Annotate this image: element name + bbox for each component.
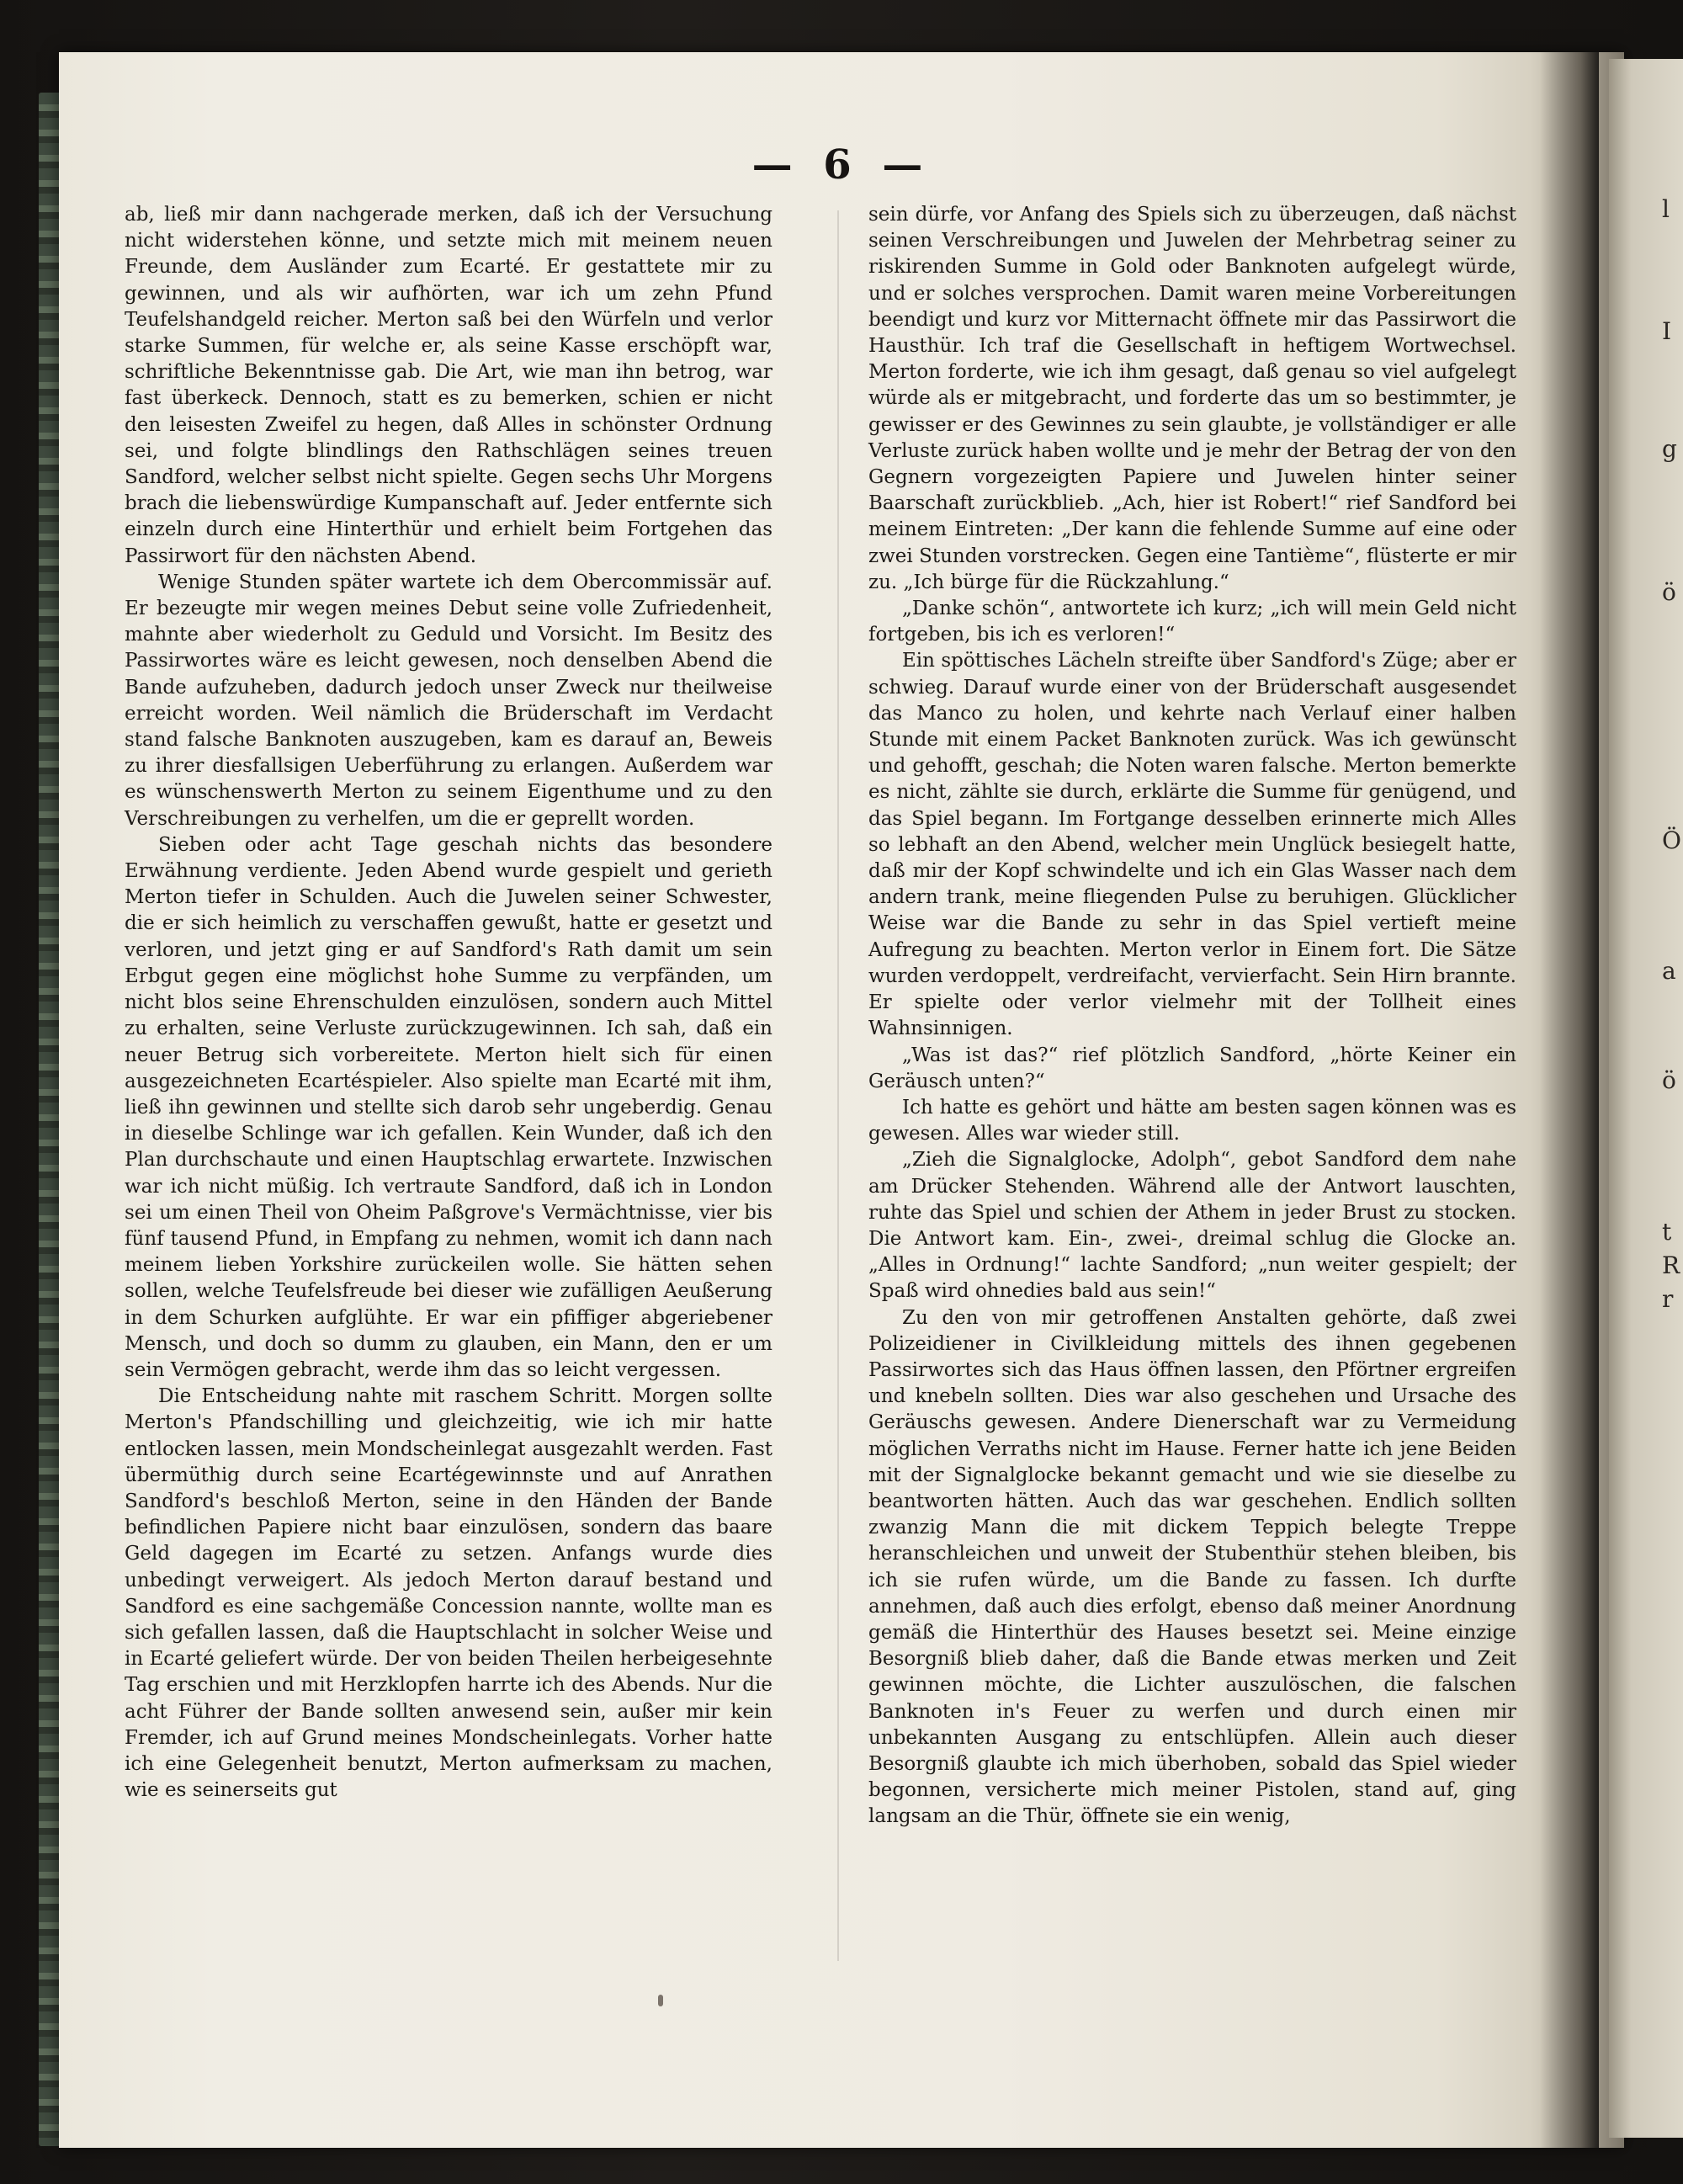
next-page-edge-glyph: I [1662,317,1672,345]
paragraph: sein dürfe, vor Anfang des Spiels sich zu überzeugen, daß nächst seinen Verschreibungen und Juwelen der Mehrbetrag seiner zu riskirenden Summe in Gold oder Banknoten aufgelegt würde, und er solches versprochen. Damit waren meine Vorbereitungen beendigt und kurz vor Mitternacht öffnete mir das Passirwort die Hausthür. Ich traf die Gesellschaft in heftigem Wortwechsel. Merton forderte, wie ich ihm gesagt, daß genau so viel aufgelegt würde als er mitgebracht, und forderte das um so bestimmter, je gewisser er des Gewinnes zu sein glaubte, je vollständiger er alle Verluste zurück haben wollte und je mehr der Betrag der von den Gegnern vorgezeigten Papiere und Juwelen hinter seiner Baarschaft zurückblieb. „Ach, hier ist Robert!“ rief Sandford bei meinem Eintreten: „Der kann die fehlende Summe auf eine oder zwei Stunden vorstrecken. Gegen eine Tantième“, flüsterte er mir zu. „Ich bürge für die Rückzahlung.“ [868,204,1516,593]
paragraph: Wenige Stunden später wartete ich dem Obercommissär auf. Er bezeugte mir wegen meines Debut seine volle Zufriedenheit, mahnte aber wiederholt zu Geduld und Vorsicht. Im Besitz des Passirwortes wäre es leicht gewesen, noch denselben Abend die Bande aufzuheben, dadurch jedoch unser Zweck nur theilweise erreicht worden. Weil nämlich die Brüderschaft im Verdacht stand falsche Banknoten auszugeben, kam es darauf an, Beweis zu ihrer diesfallsigen Ueberführung zu erlangen. Außerdem war es wünschenswerth Merton zu seinem Eigenthume und zu den Verschreibungen zu verhelfen, um die er geprellt worden. [125,571,772,830]
paragraph: Sieben oder acht Tage geschah nichts das besondere Erwähnung verdiente. Jeden Abend wurde gespielt und gerieth Merton tiefer in Schulden. Auch die Juwelen seiner Schwester, die er sich heimlich zu verschaffen gewußt, hatte er gesetzt und verloren, und jetzt ging er auf Sandford's Rath damit um sein Erbgut gegen eine möglichst hohe Summe zu verpfänden, um nicht blos seine Ehrenschulden einzulösen, sondern auch Mittel zu erhalten, seine Verluste zurückzugewinnen. Ich sah, daß ein neuer Betrug sich vorbereitete. Merton hielt sich für einen ausgezeichneten Ecartéspieler. Also spielte man Ecarté mit ihm, ließ ihn gewinnen und stellte sich darob sehr ungeberdig. Genau in dieselbe Schlinge war ich gefallen. Kein Wunder, daß ich den Plan durchschaute und einen Hauptschlag erwartete. Inzwischen war ich nicht müßig. Ich vertraute Sandford, daß ich in London sei um einen Theil von Oheim Paßgrove's Vermächtnisse, vier bis fünf tausend Pfund, in Empfang zu nehmen, womit ich dann nach meinem lieben Yorkshire zurückeilen wolle. Sie hätten sehen sollen, welche Teufelsfreude bei dieser wie zufälligen Aeußerung in dem Schurken aufglühte. Er war ein pfiffiger abgeriebener Mensch, und doch so dumm zu glauben, ein Mann, den er um sein Vermögen gebracht, werde ihm das so leicht vergessen. [125,833,772,1381]
paragraph: Ein spöttisches Lächeln streifte über Sandford's Züge; aber er schwieg. Darauf wurde einer von der Brüderschaft ausgesendet das Manco zu holen, und kehrte nach Verlauf einer halben Stunde mit einem Packet Banknoten zurück. Was ich gewünscht und gehofft, geschah; die Noten waren falsche. Merton bemerkte es nicht, zählte sie durch, erklärte die Summe für genügend, und das Spiel begann. Im Fortgange desselben erinnerte mich Alles so lebhaft an den Abend, welcher mein Unglück besiegelt hatte, daß mir der Kopf schwindelte und ich ein Glas Wasser nach dem andern trank, meine fliegenden Pulse zu beruhigen. Glücklicher Weise war die Bande zu sehr in das Spiel vertieft meine Aufregung zu beachten. Merton verlor in Einem fort. Die Sätze wurden verdoppelt, verdreifacht, vervierfacht. Sein Hirn brannte. Er spielte oder verlor vielmehr mit der Tollheit eines Wahnsinnigen. [868,650,1516,1040]
paragraph: ab, ließ mir dann nachgerade merken, daß ich der Versuchung nicht widerstehen könne, und setzte mich mit meinem neuen Freunde, dem Ausländer zum Ecarté. Er gestattete mir zu gewinnen, und als wir aufhörten, war ich um zehn Pfund Teufelshandgeld reicher. Merton saß bei den Würfeln und verlor starke Summen, für welche er, als seine Kasse erschöpft war, schriftliche Bekenntnisse gab. Die Art, wie man ihn betrog, war fast überkeck. Dennoch, statt es zu bemerken, schien er nicht den leisesten Zweifel zu hegen, daß Alles in schönster Ordnung sei, und folgte blindlings den Rathschlägen seines treuen Sandford, welcher selbst nicht spielte. Gegen sechs Uhr Morgens brach die liebenswürdige Kumpanschaft auf. Jeder entfernte sich einzeln durch eine Hinterthür und erhielt beim Fortgehen das Passirwort für den nächsten Abend. [125,204,772,567]
next-page-edge-glyph: R [1662,1251,1680,1279]
next-page-edge-glyph: ö [1662,578,1676,606]
next-page-edge-glyph: a [1662,957,1676,985]
next-page-edge-glyph: g [1662,435,1677,463]
next-page-edge-glyph: ö [1662,1066,1676,1094]
right-column [868,202,1516,1978]
left-column [125,202,772,1978]
next-page-edge-glyph: l [1662,195,1670,223]
paragraph: „Zieh die Signalglocke, Adolph“, gebot Sandford dem nahe am Drücker Stehenden. Während alle der Antwort lauschten, ruhte das Spiel und schien der Athem in jeder Brust zu stocken. Die Antwort kam. Ein-, zwei-, dreimal schlug die Glocke an. „Alles in Ordnung!“ lachte Sandford; „nun weiter gespielt; der Spaß wird ohnedies bald aus sein!“ [868,1149,1516,1303]
paragraph: Ich hatte es gehört und hätte am besten sagen können was es gewesen. Alles war wieder still. [868,1096,1516,1145]
ink-smudge [658,1995,663,2006]
next-page-edge-glyph: r [1662,1285,1674,1313]
page-number: — 6 — [751,141,932,189]
column-divider [837,210,839,1961]
gutter-shadow [1540,52,1599,2148]
paragraph: Zu den von mir getroffenen Anstalten gehörte, daß zwei Polizeidiener in Civilkleidung mittels des ihnen gegebenen Passirwortes sich das Haus öffnen lassen, den Pförtner ergreifen und knebeln sollten. Dies war also geschehen und Ursache des Geräuschs gewesen. Andere Dienerschaft war zu Vermeidung möglichen Verraths nicht im Hause. Ferner hatte ich jene Beiden mit der Signalglocke bekannt gemacht und wie sie dieselbe zu beantworten hätten. Auch das war geschehen. Endlich sollten zwanzig Mann die mit dickem Teppich belegte Treppe heranschleichen und unweit der Stubenthür stehen bleiben, bis ich sie rufen würde, um die Bande zu fassen. Ich durfte annehmen, daß auch dies erfolgt, ebenso daß meiner Anordnung gemäß die Hinterthür des Hauses besetzt sei. Meine einzige Besorgniß blieb daher, daß die Bande etwas merken und Zeit gewinnen möchte, die Lichter auszulöschen, die falschen Banknoten in's Feuer zu werfen und durch einen mir unbekannten Ausgang zu entschlüpfen. Allein auch dieser Besorgniß glaubte ich mich überhoben, sobald das Spiel wieder begonnen, versicherte mich meiner Pistolen, stand auf, ging langsam an die Thür, öffnete sie ein wenig, [868,1306,1516,1828]
next-page-edge [1609,59,1683,2138]
next-page-edge-glyph: t [1662,1218,1672,1246]
paragraph: „Was ist das?“ rief plötzlich Sandford, „hörte Keiner ein Geräusch unten?“ [868,1044,1516,1092]
paragraph: Die Entscheidung nahte mit raschem Schritt. Morgen sollte Merton's Pfandschilling und gleichzeitig, wie ich mir hatte entlocken lassen, mein Mondscheinlegat ausgezahlt werden. Fast übermüthig durch seine Ecartégewinnste und auf Anrathen Sandford's beschloß Merton, seine in den Händen der Bande befindlichen Papiere nicht baar einzulösen, sondern das baare Geld dagegen im Ecarté zu setzen. Anfangs wurde dies unbedingt verweigert. Als jedoch Merton darauf bestand und Sandford es eine sachgemäße Concession nannte, wollte man es sich gefallen lassen, daß die Hauptschlacht in solcher Weise und in Ecarté geliefert würde. Der von beiden Theilen herbeigesehnte Tag erschien und mit Herzklopfen harrte ich des Abends. Nur die acht Führer der Bande sollten anwesend sein, außer mir kein Fremder, ich auf Grund meines Mondscheinlegats. Vorher hatte ich eine Gelegenheit benutzt, Merton aufmerksam zu machen, wie es seinerseits gut [125,1385,772,1802]
paragraph: „Danke schön“, antwortete ich kurz; „ich will mein Geld nicht fortgeben, bis ich es verloren!“ [868,598,1516,646]
next-page-edge-glyph: Ö [1662,826,1681,854]
